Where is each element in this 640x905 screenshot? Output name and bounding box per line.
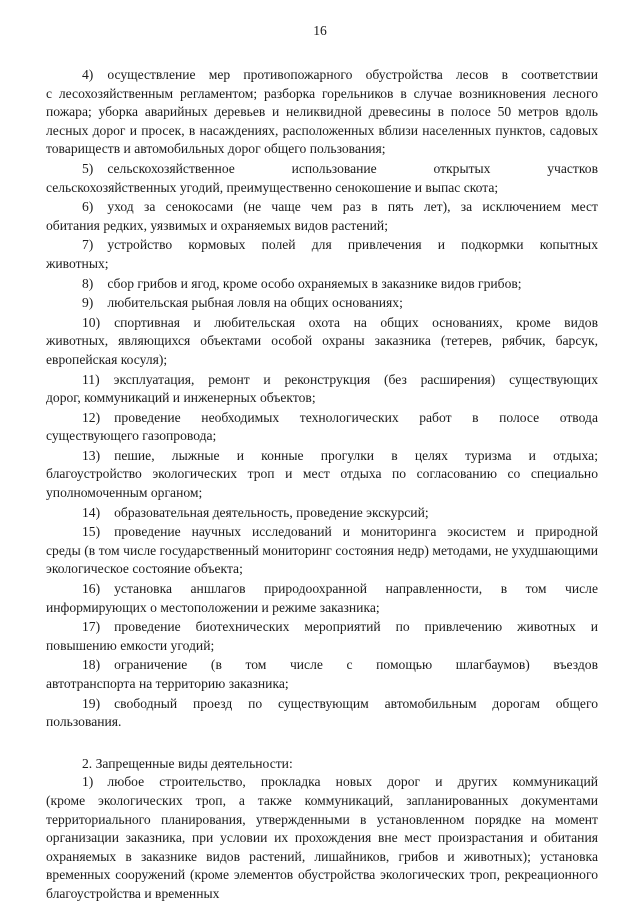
- list-item: [46, 447, 598, 503]
- prohibited-heading-text: 2. Запрещенные виды деятельности:: [82, 755, 293, 771]
- list-item: [46, 160, 598, 197]
- item-first-line: установка аншлагов природоохранной направленности, в том числе: [114, 581, 598, 597]
- item-first-line: сельскохозяйственное использование открытых участков: [107, 160, 598, 176]
- list-item: [46, 773, 598, 903]
- item-continuation: животных;: [46, 255, 109, 271]
- item-continuation: существующего газопровода;: [46, 428, 217, 444]
- prohibited-activities-list: [46, 773, 598, 903]
- item-continuation: животных, являющихся объектами особой охраны заказника (тетерев, рябчик, барсук, европейская косуля);: [46, 333, 598, 367]
- item-first-line: спортивная и любительская охота на общих основаниях, кроме видов: [114, 314, 598, 330]
- item-number: 10): [82, 314, 101, 330]
- item-first-line: осуществление мер противопожарного обустройства лесов в соответствии: [107, 67, 598, 82]
- list-item: [46, 294, 598, 313]
- list-item: [46, 314, 598, 370]
- item-continuation: среды (в том числе государственный мониторинг состояния недр) методами, не ухудшающими экологическое состояние объекта;: [46, 542, 598, 577]
- item-number: 11): [82, 371, 100, 387]
- item-continuation: обитания редких, уязвимых и охраняемых видов растений;: [46, 217, 388, 233]
- item-first-line: сбор грибов и ягод, кроме особо охраняемых в заказнике видов грибов;: [107, 275, 522, 291]
- item-continuation: автотранспорта на территорию заказника;: [46, 676, 289, 691]
- section-gap: [46, 733, 598, 755]
- list-item: [46, 504, 598, 523]
- item-number: 4): [82, 67, 94, 82]
- list-item: [46, 618, 598, 655]
- item-continuation: сельскохозяйственных угодий, преимущественно сенокошение и выпас скота;: [46, 179, 499, 195]
- item-continuation: информирующих о местоположении и режиме заказника;: [46, 599, 380, 615]
- item-first-line: любое строительство, прокладка новых дорог и других коммуникаций: [107, 774, 598, 790]
- item-first-line: эксплуатация, ремонт и реконструкция (без расширения) существующих: [113, 371, 598, 387]
- item-number: 14): [82, 504, 101, 520]
- item-first-line: уход за сенокосами (не чаще чем раз в пять лет), за исключением мест: [107, 199, 598, 215]
- item-number: 19): [82, 695, 101, 711]
- item-number: 17): [82, 619, 101, 635]
- item-first-line: ограничение (в том числе с помощью шлагбаумов) въездов: [114, 657, 598, 673]
- permitted-activities-list: [46, 66, 598, 732]
- list-item: [46, 409, 598, 446]
- item-first-line: свободный проезд по существующим автомобильным дорогам общего: [114, 695, 598, 711]
- item-continuation: благоустройство экологических троп и мест отдыха по согласованию со специально уполномоченным органом;: [46, 466, 598, 501]
- item-number: 8): [82, 275, 94, 291]
- item-continuation: дорог, коммуникаций и инженерных объектов;: [46, 390, 316, 406]
- list-item: [46, 695, 598, 732]
- item-first-line: образовательная деятельность, проведение экскурсий;: [114, 504, 429, 520]
- item-first-line: проведение биотехнических мероприятий по привлечению животных и: [114, 619, 598, 635]
- item-first-line: пешие, лыжные и конные прогулки в целях туризма и отдыха;: [114, 447, 598, 463]
- list-item: [46, 198, 598, 235]
- list-item: [46, 66, 598, 159]
- item-continuation: с лесохозяйственным регламентом; разборка горельников в случае возникновения лесного пожара; уборка аварийных деревьев и неликвидной древесины в полосе 50 метров вдоль лесных дорог и просек, в насаждениях, расположенных вблизи населенных пунктов, садовых товариществ и автомобильных дорог общего пользования;: [46, 85, 598, 157]
- item-number: 1): [82, 774, 94, 790]
- list-item: [46, 656, 598, 693]
- item-number: 13): [82, 447, 101, 463]
- prohibited-activities-heading: [46, 755, 598, 774]
- item-first-line: проведение необходимых технологических работ в полосе отвода: [114, 409, 598, 425]
- document-body: [46, 66, 598, 905]
- list-item: [46, 236, 598, 273]
- list-item: [46, 580, 598, 617]
- item-continuation: пользования.: [46, 714, 122, 730]
- item-number: 6): [82, 199, 94, 215]
- item-number: 9): [82, 295, 94, 311]
- item-number: 7): [82, 237, 94, 253]
- item-continuation: (кроме экологических троп, а также коммуникаций, запланированных документами территориального планирования, утвержденными в установленном порядке на момент организации заказника, при условии их прохождения вне мест произрастания и обитания охраняемых в заказнике видов растений, лишайников, грибов и животных); установка временных сооружений (кроме элементов обустройства экологических троп, рекреационного благоустройства и временных: [46, 792, 598, 901]
- item-number: 18): [82, 657, 101, 673]
- item-number: 5): [82, 160, 94, 176]
- page-number: 16: [313, 23, 327, 38]
- item-first-line: проведение научных исследований и мониторинга экосистем и природной: [114, 524, 598, 540]
- item-first-line: устройство кормовых полей для привлечения и подкормки копытных: [107, 237, 598, 253]
- list-item: [46, 371, 598, 408]
- list-item: [46, 275, 598, 294]
- item-number: 16): [82, 581, 101, 597]
- item-continuation: повышению емкости угодий;: [46, 637, 215, 653]
- list-item: [46, 523, 598, 579]
- item-number: 12): [82, 409, 101, 425]
- item-number: 15): [82, 524, 101, 540]
- item-first-line: любительская рыбная ловля на общих основаниях;: [107, 295, 403, 311]
